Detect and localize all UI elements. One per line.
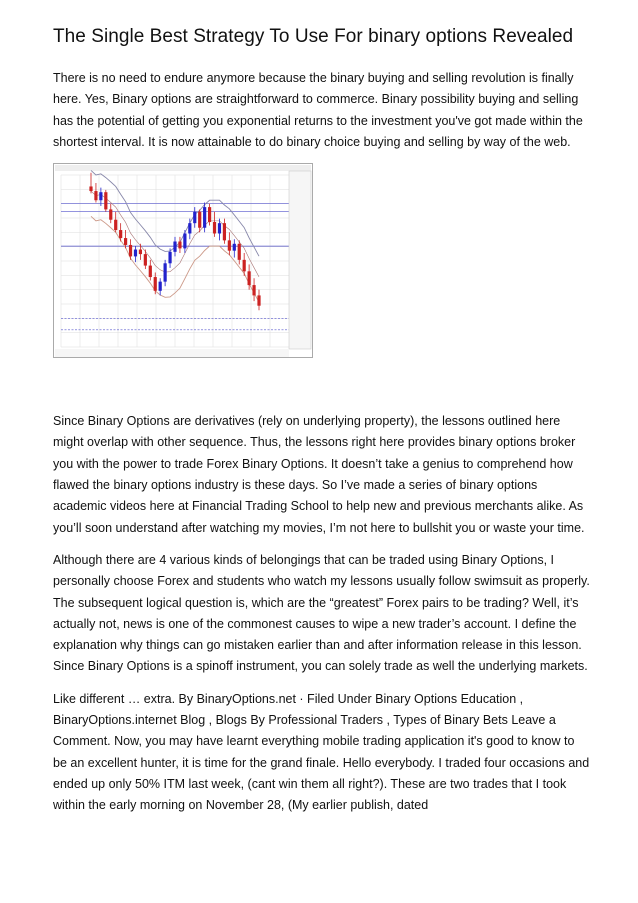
candle-body [154, 277, 157, 291]
candle-body [173, 242, 176, 252]
candle-body [144, 254, 147, 265]
candle-body [188, 223, 191, 233]
candlestick-chart [53, 163, 313, 358]
chart-price-axis [289, 171, 311, 349]
candle-body [257, 296, 260, 306]
candle-body [119, 230, 122, 238]
paragraph-intro: There is no need to endure anymore because the binary buying and selling revolution is finally here. Yes, Binary options are straightforward to commerce. Binary possibility buying and selling has the potential of getting you exponential returns to the investment you've got made within the shortest interval. It is now attainable to do binary choice buying and selling by way of the web. [53, 71, 583, 149]
paragraph-trades: Like different … extra. By BinaryOptions.net · Filed Under Binary Options Education , BinaryOptions.internet Blog , Blogs By Professional Traders , Types of Binary Bets Leave a Comment. Now, you may have learnt everything mobile trading application it's good to know to be an excellent hunter, it is time for the grand finale. Hello everybody. I traded four occasions and ended up only 50% ITM last week, (cant win them all right?). These are two trades that I took within the early morning on November 28, (My earlier publish, dated [53, 691, 590, 813]
candle-body [124, 238, 127, 245]
candle-body [233, 244, 236, 251]
document-page [53, 24, 591, 817]
document-title: The Single Best Strategy To Use For binary options Revealed [53, 26, 574, 47]
candle-body [228, 241, 231, 251]
candle-body [252, 285, 255, 295]
candle-body [238, 244, 241, 260]
candle-body [213, 222, 216, 233]
paragraph-derivatives: Since Binary Options are derivatives (rely on underlying property), the lessons outlined here might overlap with other sequence. Thus, the lessons right here provides binary options broker you with the power to trade Forex Binary Options. It doesn’t take a genius to comprehend how flawed the binary options industry is these days. So I’ve made a series of binary options academic videos here at Financial Trading School to help new and previous merchants alike. As you’ll soon understand after watching my movies, I’m not here to bullshit you or waste your time. [53, 414, 585, 535]
chart-time-axis [55, 349, 289, 357]
candle-body [89, 187, 92, 192]
candle-body [193, 212, 196, 223]
candle-body [208, 207, 211, 222]
candle-body [223, 223, 226, 240]
candle-body [149, 266, 152, 277]
candle-body [248, 272, 251, 286]
candle-body [203, 207, 206, 228]
chart-header-strip [55, 165, 311, 171]
candle-body [114, 220, 117, 230]
candle-body [99, 192, 102, 200]
candle-body [109, 210, 112, 220]
candle-body [159, 282, 162, 291]
candle-body [94, 191, 97, 200]
candle-body [178, 242, 181, 249]
candle-body [164, 263, 167, 281]
candle-body [139, 250, 142, 255]
forex-chart-image [53, 163, 313, 358]
candle-body [183, 234, 186, 249]
candle-body [168, 252, 171, 263]
candle-body [243, 260, 246, 271]
candle-body [134, 250, 137, 257]
candle-body [198, 212, 201, 228]
candle-body [218, 223, 221, 233]
candle-body [104, 192, 107, 209]
candle-body [129, 245, 132, 256]
paragraph-forex: Although there are 4 various kinds of belongings that can be traded using Binary Options, I personally choose Forex and students who watch my lessons usually follow swimsuit as properly. The subsequent logical question is, which are the “greatest” Forex pairs to be trading? Well, it’s actually not, news is one of the commonest causes to wipe a new trader’s account. I define the explanation why things can go mistaken earlier than and after information release in this lesson. Since Binary Options is a spinoff instrument, you can solely trade as well the underlying markets. [53, 552, 590, 674]
